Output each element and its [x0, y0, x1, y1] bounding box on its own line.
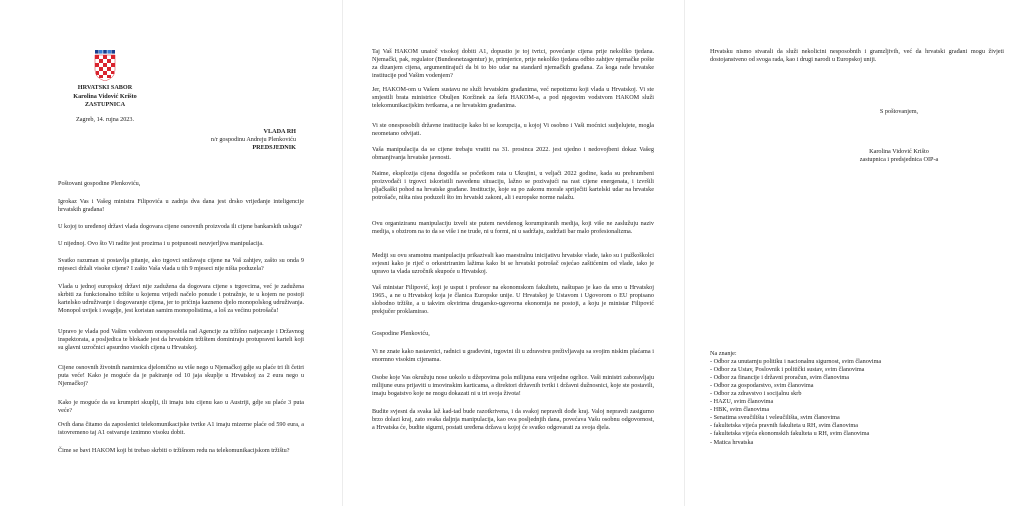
paragraph: Hrvatsku nismo stvarali da služi nekolicini nesposobnih i gramzljivih, već da hrvatski građani mogu živjeti dostojanstveno od svoga rada, kao i drugi narodi u Europskoj uniji. — [710, 48, 1004, 64]
place-date: Zagreb, 14. rujna 2023. — [75, 116, 135, 123]
paragraph: Upravo je vlada pod Vašim vodstvom onesposobila rad Agencije za tržišno natjecanje i Državnog inspektorata, a posljedica te blokade jest da hrvatskim tržištem dominiraju protupravni karteli koji su glavni uzročnici apsurdno visokih cijena u Hrvatskoj. — [58, 328, 304, 352]
paragraph: Ovih dana čitamo da zaposlenici telekomunikacijske tvrtke A1 imaju mizerne plaće od 590 eura, a istovremeno taj A1 ostvaruje iznimno visoku dobit. — [58, 421, 304, 437]
signature-block — [814, 148, 984, 164]
letter-page-2 — [342, 0, 684, 506]
letterhead-author: Karolina Vidović Krišto — [73, 92, 137, 100]
recipient-block — [150, 128, 296, 152]
notes-title: Na znanje: — [710, 350, 737, 357]
paragraph: Vaša manipulacija da se cijene trebaju vratiti na 31. prosinca 2022. jest ujedno i nedovojbeni dokaz Vašeg obmanjivanja hrvatske javnosti. — [372, 146, 654, 162]
paragraph: Igrokaz Vas i Vašeg ministra Filipovića u zadnja dva dana jest drsko vrijeđanje inteligencije hrvatskih građana! — [58, 198, 304, 214]
paragraph: Jer, HAKOM-om u Vašem sustavu ne služi hrvatskim građanima, već nepotizmu koji vlada u Hrvatskoj. Vi ste smjestili brata ministrice Obuljen Koržinek za šefa HAKOM-a, a pod njegovim vodstvom HAKOM služi telekomunikacijskim tvrtkama, a ne hrvatskim građanima. — [372, 86, 654, 110]
paragraph: Budite svjesni da svaka laž kad-tad bude razotkrivena, i da svakoj nepravdi dođe kraj. Valoj nepravdi zasigurno brzo dolazi kraj, zato svaka daljnja manipulacija, kao ova posljednjih dana, povećava Vašu osobnu odgovornost, a Hrvatska će, budite sigurni, postati uređena država u kojoj će svatko odgovarati za svoja djela. — [372, 408, 654, 432]
letterhead-org: HRVATSKI SABOR — [77, 84, 133, 91]
letterhead-role: ZASTUPNICA — [84, 101, 126, 108]
recipient-org: VLADA RH — [263, 128, 296, 135]
paragraph: Ovu organiziranu manipulaciju izveli ste putem nevidenog korumpiranih medija, koji više ne zaslužuju naziv medija, s obzirom na to da se više i ne trude, ni u formi, ni u sadržaju, zadržati bar malo profesionalizma. — [372, 220, 654, 236]
notes-list — [710, 358, 1004, 447]
list-item: - Odbor za gospodarstvo, svim članovima — [710, 382, 814, 390]
list-item: - fakultetska vijeća ekonomskih fakulteta u RH, svim članovima — [710, 430, 870, 438]
list-item: - Odbor za zdravstvo i socijalnu skrb — [710, 390, 802, 398]
letter-page-1 — [0, 0, 342, 506]
paragraph: U kojoj to uređenoj državi vlada dogovara cijene osnovnih proizvoda ili cijene bankarskih usluga? — [58, 223, 302, 230]
greeting: Poštovani gospodine Plenkoviću, — [58, 180, 141, 187]
paragraph: Cijene osnovnih životnih namirnica djelomično su više nego u Njemačkoj gdje su plaće tri ili četiri puta veće! Kako je moguće da je pakiranje od 10 jaja skuplje u Hrvatskoj za 2 eura nego u Njemačkoj? — [58, 364, 304, 388]
paragraph: Vaš ministar Filipović, koji je usput i profesor na ekonomskom fakultetu, naštupao je kao da smo u Hrvatskoj 1965., a ne u Hrvatskoj koja je članica Europske unije. U Hrvatskoj je Ustavom i Ugovorom o EU propisano slobodno tržište, a u takvim okvirima drugarsko-ugovorna ekonomija ne postoji, a koju je ministar Filipović prekjučer proklamirao. — [372, 284, 654, 316]
paragraph: Svatko razuman si postavlja pitanje, ako trgovci snižavaju cijene na Vaš zahtjev, zašto su onda 9 mjeseci držali visoke cijene? I zašto Vaša vlada u tih 9 mjeseci nije ništa poduzela? — [58, 257, 304, 273]
paragraph: Vlada u jednoj europskoj državi nije zadužena da dogovara cijene s trgovcima, već je zadužena skrbiti za funkcionalno tržište u kojemu vrijedi načelo ponude i potražnje, te u kojem ne postoji kartelsko udruživanje i dogovaranje cijena, jer to prićinja kazneno djelo monopolskog udruživanja. Monopol uvijek i svagdje, jest koristan samim monopolistima, a loš za većinu potrošača! — [58, 283, 304, 315]
list-item: - Odbor za unutarnju politiku i nacionalnu sigurnost, svim članovima — [710, 358, 882, 366]
paragraph: Naime, eksplozija cijena dogodila se početkom rata u Ukrajini, u veljači 2022 godine, kada su prehrambeni proizvođači i trgovci iskoristili navedenu situaciju, lažno se pozivajući na rast cijene energenata, i izvršili pljačkaški pohod na hrvatske građane. Institucije, koje su po zakonu morale spriječiti kartelski udar na hrvatske potrošače, ništa nisu poduzeli što im hrvatski zakoni, ali i europske norme nalažu. — [372, 170, 654, 202]
croatian-coat-of-arms-icon — [94, 50, 116, 81]
signature-title: zastupnica i predsjednica OIP-a — [859, 156, 939, 164]
recipient-role: PREDSJEDNIK — [252, 144, 296, 152]
list-item: - fakultetska vijeća pravnih fakulteta u RH, svim članovima — [710, 422, 858, 430]
paragraph: Mediji su ovu sramotnu manipulaciju prikazivali kao maestralnu inicijativu hrvatske vlade, iako su i pužkoškolci svjesni kako je riječ o orkestriranim lažima kako bi se hrvatski potrošač osjećao zaštićenim od vlade, iako je upravo ta vlada uzročnik skupoće u Hrvatskoj. — [372, 252, 654, 276]
closing: S poštovanjem, — [879, 108, 919, 115]
recipient-name: n/r gospodinu Andreju Plenkoviću — [210, 136, 296, 144]
paragraph: Čime se bavi HAKOM koji bi trebao skrbiti o tržišnom redu na telekomunikacijskom tržištu? — [58, 447, 290, 454]
letter-page-3 — [684, 0, 1024, 506]
paragraph: Kako je moguće da su krumpiri skuplji, ili imaju istu cijenu kao u Austriji, gdje su plaće 3 puta veće? — [58, 399, 304, 415]
list-item: - Odbor za financije i državni proračun, svim članovima — [710, 374, 849, 382]
signature-name: Karolina Vidović Krišto — [869, 148, 929, 155]
paragraph: Vi ne znate kako nastavnici, radnici u građevini, trgovini ili u zdravstvu preživljavaju sa svojim niskim plaćama i enormno visokim cijenama. — [372, 348, 654, 364]
letterhead — [30, 84, 180, 110]
list-item: - HBK, svim članovima — [710, 406, 770, 414]
paragraph: Vi ste onesposobili državne institucije kako bi se korupcija, u kojoj Vi osobno i Vaši moćnici sudjelujete, mogla neometano odvijati. — [372, 122, 654, 138]
list-item: - Senatima sveučilišta i veleučilišta, svim članovima — [710, 414, 840, 422]
list-item: - Matica hrvatska — [710, 438, 754, 446]
notes-block — [710, 350, 1004, 447]
list-item: - Odbor za Ustav, Poslovnik i politički sustav, svim članovima — [710, 366, 865, 374]
greeting: Gospodine Plenkoviću, — [372, 330, 430, 337]
paragraph: U nijednoj. Ovo što Vi radite jest prozirna i u potpunosti neuvjerljiva manipulacija. — [58, 240, 264, 247]
paragraph: Osobe koje Vas okružuju nose uokolo u džepovima pola milijuna eura vrijedne ogrlice. Vaši ministri zaboravljaju milijune eura prijaviti u imovinskim karticama, a direktori državnih tvrtki i državni dužnosnici, koje ste postavili, imaju bogatstvo koje ne mogu dokazati ni u tri svoja života! — [372, 374, 654, 398]
paragraph: Taj Vaš HAKOM unatoč visokoj dobiti A1, dopustio je toj tvrtci, povećanje cijena prije nekoliko tjedana. Njemački, pak, regulator (Bundesnetzagentur) je, primjerice, prije nekoliko tjedana odbio zahtjev njemačke pošte za dizanjem cijena, argumentirajući da bi to bio udar na standard njemačkih građana. Za koga rade hrvatske institucije pod Vašim vodenjem? — [372, 48, 654, 80]
list-item: - HAZU, svim članovima — [710, 398, 774, 406]
